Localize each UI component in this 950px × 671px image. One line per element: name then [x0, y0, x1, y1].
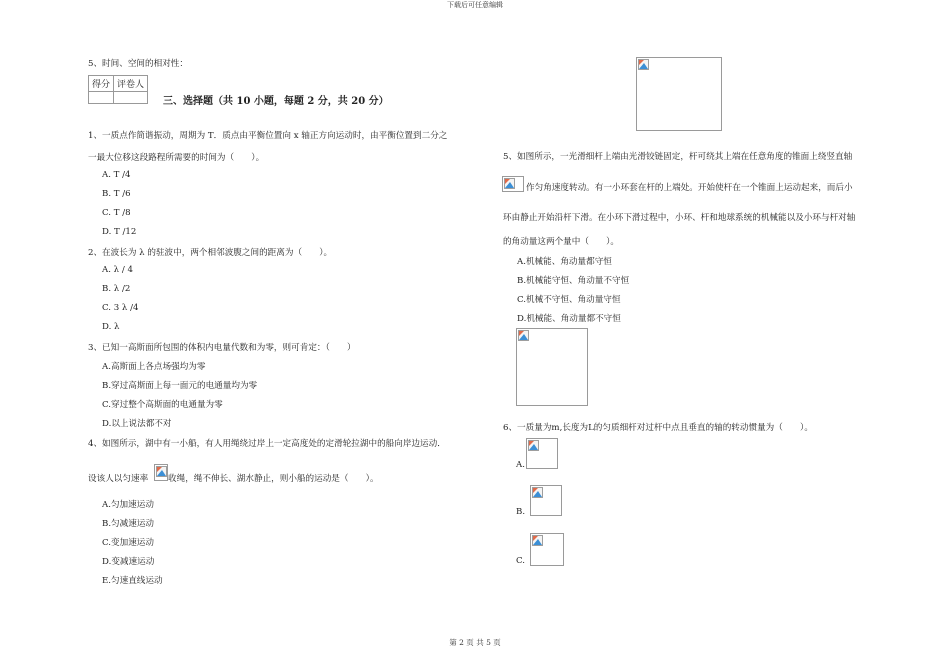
rq6-option-c-image	[530, 533, 564, 566]
section-title: 三、选择题（共 10 小题，每题 2 分，共 20 分）	[163, 96, 389, 107]
q4-option-e: E.匀速直线运动	[102, 576, 163, 586]
rq6-option-b-label: B.	[516, 507, 526, 517]
q2-stem: 2、在波长为 λ 的驻波中，两个相邻波腹之间的距离为（ ）。	[88, 248, 333, 258]
q4-option-d: D.变减速运动	[102, 557, 155, 567]
q5-time-space-heading: 5、时间、空间的相对性：	[88, 59, 188, 69]
q3-stem: 3、已知一高斯面所包围的体积内电量代数和为零，则可肯定：（ ）	[88, 343, 356, 353]
q2-option-b: B. λ /2	[102, 284, 131, 294]
q1-option-c: C. T /8	[102, 208, 131, 218]
rq5-stem-line4: 的角动量这两个量中（ ）。	[503, 237, 620, 247]
q2-option-c: C. 3 λ /4	[102, 303, 139, 313]
score-table	[88, 75, 148, 104]
page-header: 下载后可任意编辑	[447, 1, 503, 9]
q1-option-a: A. T /4	[102, 170, 131, 180]
rq5-stem-line3: 环由静止开始沿杆下滑。在小环下滑过程中，小环、杆和地球系统的机械能以及小环与杆对轴	[503, 213, 856, 223]
broken-image-icon	[532, 487, 543, 498]
score-cell	[89, 92, 114, 104]
q2-option-a: A. λ / 4	[102, 265, 133, 275]
rq5-inline-image	[502, 176, 524, 192]
rq5-stem-line1: 5、如图所示，一光滑细杆上端由光滑铰链固定，杆可绕其上端在任意角度的锥面上绕竖直轴	[503, 152, 853, 162]
page-footer: 第 2 页 共 5 页	[449, 638, 501, 647]
q1-stem-line2: 一最大位移这段路程所需要的时间为（ ）。	[88, 153, 265, 163]
score-label: 得分	[89, 76, 114, 92]
rq5-option-b: B.机械能守恒、角动量不守恒	[517, 276, 630, 286]
q4-stem-line2b: 收绳，绳不伸长、湖水静止，则小船的运动是（ ）。	[168, 474, 379, 484]
rq5-option-figure	[516, 328, 588, 406]
rq5-option-d: D.机械能、角动量都不守恒	[517, 314, 621, 324]
q4-option-c: C.变加速运动	[102, 538, 154, 548]
broken-image-icon	[518, 330, 529, 341]
rq6-option-a-image	[526, 438, 558, 469]
grader-cell	[114, 92, 148, 104]
q1-option-d: D. T /12	[102, 227, 137, 237]
q3-option-c: C.穿过整个高斯面的电通量为零	[102, 400, 223, 410]
q5-figure-image	[636, 57, 722, 131]
rq5-option-a: A.机械能、角动量都守恒	[517, 257, 612, 267]
broken-image-icon	[532, 535, 543, 546]
q4-stem-line2a: 设该人以匀速率	[88, 474, 149, 484]
q4-option-a: A.匀加速运动	[102, 500, 154, 510]
rq6-option-b-image	[530, 485, 562, 516]
broken-image-icon	[528, 440, 539, 451]
rq6-option-a-label: A.	[516, 460, 525, 470]
q3-option-d: D.以上说法都不对	[102, 419, 172, 429]
q2-option-d: D. λ	[102, 322, 120, 332]
q3-option-a: A.高斯面上各点场强均为零	[102, 362, 206, 372]
q1-stem-line1: 1、一质点作简谐振动，周期为 T．质点由平衡位置向 x 轴正方向运动时，由平衡位置到二分之	[88, 131, 448, 141]
broken-image-icon	[156, 466, 167, 477]
broken-image-icon	[638, 59, 649, 70]
q3-option-b: B.穿过高斯面上每一面元的电通量均为零	[102, 381, 258, 391]
rq6-option-c-label: C.	[516, 556, 526, 566]
q4-stem-line1: 4、如图所示，湖中有一小船，有人用绳绕过岸上一定高度处的定滑轮拉湖中的船向岸边运动．	[88, 439, 446, 449]
q4-option-b: B.匀减速运动	[102, 519, 155, 529]
broken-image-icon	[504, 178, 515, 189]
grader-label: 评卷人	[114, 76, 148, 92]
q4-inline-image	[154, 464, 168, 481]
q1-option-b: B. T /6	[102, 189, 131, 199]
rq6-stem: 6、一质量为m,长度为L的匀质细杆对过杆中点且垂直的轴的转动惯量为（ ）。	[503, 423, 813, 433]
rq5-option-c: C.机械不守恒、角动量守恒	[517, 295, 621, 305]
rq5-stem-line2: 作匀角速度转动。有一小环套在杆的上端处。开始使杆在一个锥面上运动起来，而后小	[526, 183, 853, 193]
